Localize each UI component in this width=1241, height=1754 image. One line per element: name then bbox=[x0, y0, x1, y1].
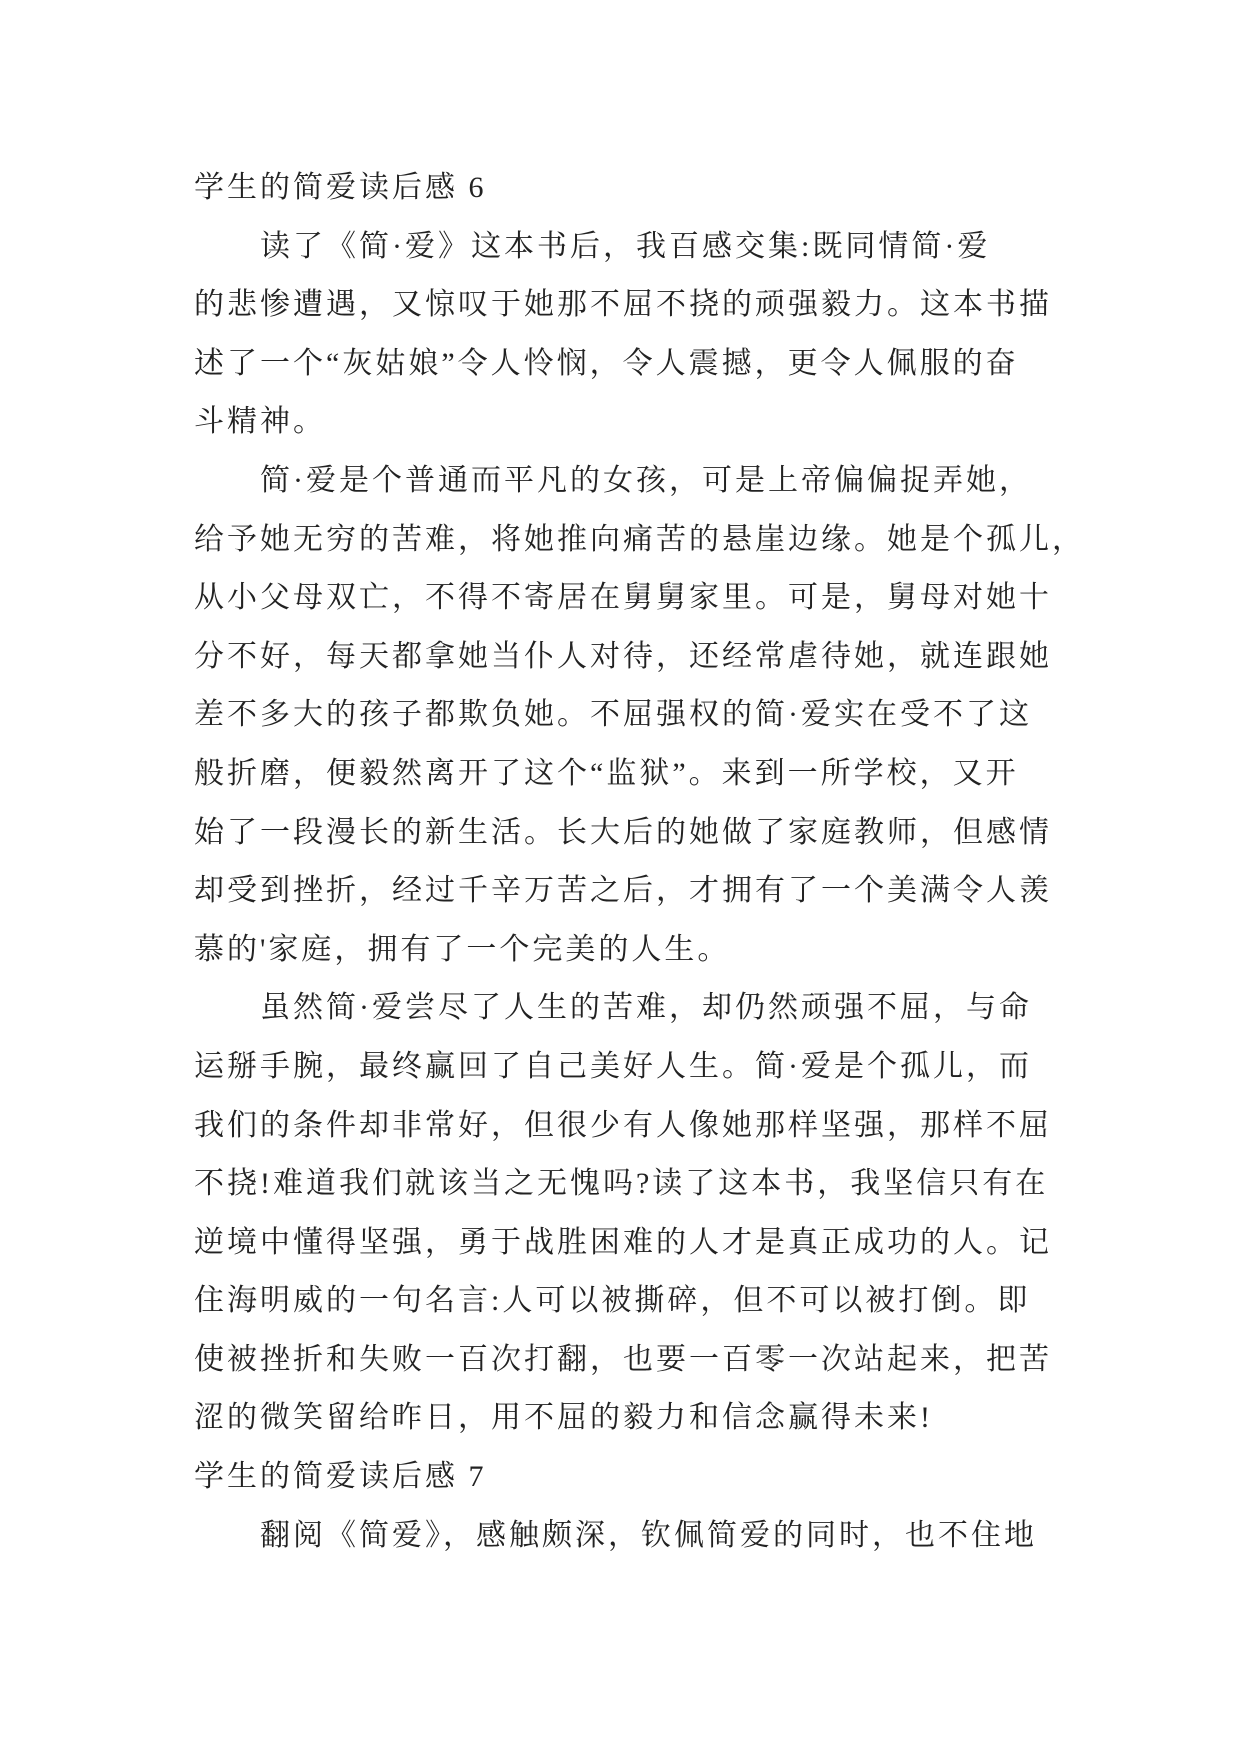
paragraph-line: 的悲惨遭遇，又惊叹于她那不屈不挠的顽强毅力。这本书描 bbox=[194, 288, 1052, 322]
paragraph bbox=[194, 452, 1094, 979]
paragraph-line: 慕的'家庭，拥有了一个完美的人生。 bbox=[194, 932, 731, 966]
paragraph-line: 分不好，每天都拿她当仆人对待，还经常虐待她，就连跟她 bbox=[194, 639, 1052, 673]
paragraph bbox=[194, 218, 1094, 452]
paragraph-line: 涩的微笑留给昨日，用不屈的毅力和信念赢得未来! bbox=[194, 1401, 933, 1435]
section-heading: 学生的简爱读后感 6 bbox=[194, 171, 487, 204]
paragraph-line: 运掰手腕，最终赢回了自己美好人生。简·爱是个孤儿，而 bbox=[194, 1049, 1032, 1083]
paragraph-line: 般折磨，便毅然离开了这个“监狱”。来到一所学校，又开 bbox=[194, 756, 1019, 790]
paragraph-line: 翻阅《简爱》，感触颇深，钦佩简爱的同时，也不住地 bbox=[260, 1518, 1037, 1552]
paragraph-line: 斗精神。 bbox=[194, 405, 326, 439]
paragraph-line: 却受到挫折，经过千辛万苦之后，才拥有了一个美满令人羡 bbox=[194, 874, 1052, 908]
paragraph-line: 始了一段漫长的新生活。长大后的她做了家庭教师，但感情 bbox=[194, 815, 1052, 849]
paragraph-line: 我们的条件却非常好，但很少有人像她那样坚强，那样不屈 bbox=[194, 1108, 1052, 1142]
section-heading: 学生的简爱读后感 7 bbox=[194, 1460, 487, 1494]
paragraph-line: 给予她无穷的苦难，将她推向痛苦的悬崖边缘。她是个孤儿， bbox=[194, 522, 1085, 556]
paragraph-line: 从小父母双亡，不得不寄居在舅舅家里。可是，舅母对她十 bbox=[194, 581, 1052, 615]
paragraph bbox=[194, 979, 1094, 1448]
paragraph-line: 逆境中懂得坚强，勇于战胜困难的人才是真正成功的人。记 bbox=[194, 1225, 1052, 1259]
paragraph-line: 读了《简·爱》这本书后，我百感交集:既同情简·爱 bbox=[260, 229, 991, 263]
paragraph-line: 不挠!难道我们就该当之无愧吗?读了这本书，我坚信只有在 bbox=[194, 1167, 1049, 1201]
paragraph-line: 简·爱是个普通而平凡的女孩，可是上帝偏偏捉弄她， bbox=[260, 463, 1032, 497]
paragraph bbox=[194, 1507, 1094, 1566]
paragraph-line: 虽然简·爱尝尽了人生的苦难，却仍然顽强不屈，与命 bbox=[260, 991, 1032, 1025]
document-body bbox=[194, 159, 1094, 1565]
paragraph-line: 住海明威的一句名言:人可以被撕碎，但不可以被打倒。即 bbox=[194, 1284, 1031, 1318]
paragraph-line: 述了一个“灰姑娘”令人怜悯，令人震撼，更令人佩服的奋 bbox=[194, 346, 1019, 380]
paragraph-line: 使被挫折和失败一百次打翻，也要一百零一次站起来，把苦 bbox=[194, 1342, 1052, 1376]
paragraph-line: 差不多大的孩子都欺负她。不屈强权的简·爱实在受不了这 bbox=[194, 698, 1032, 732]
